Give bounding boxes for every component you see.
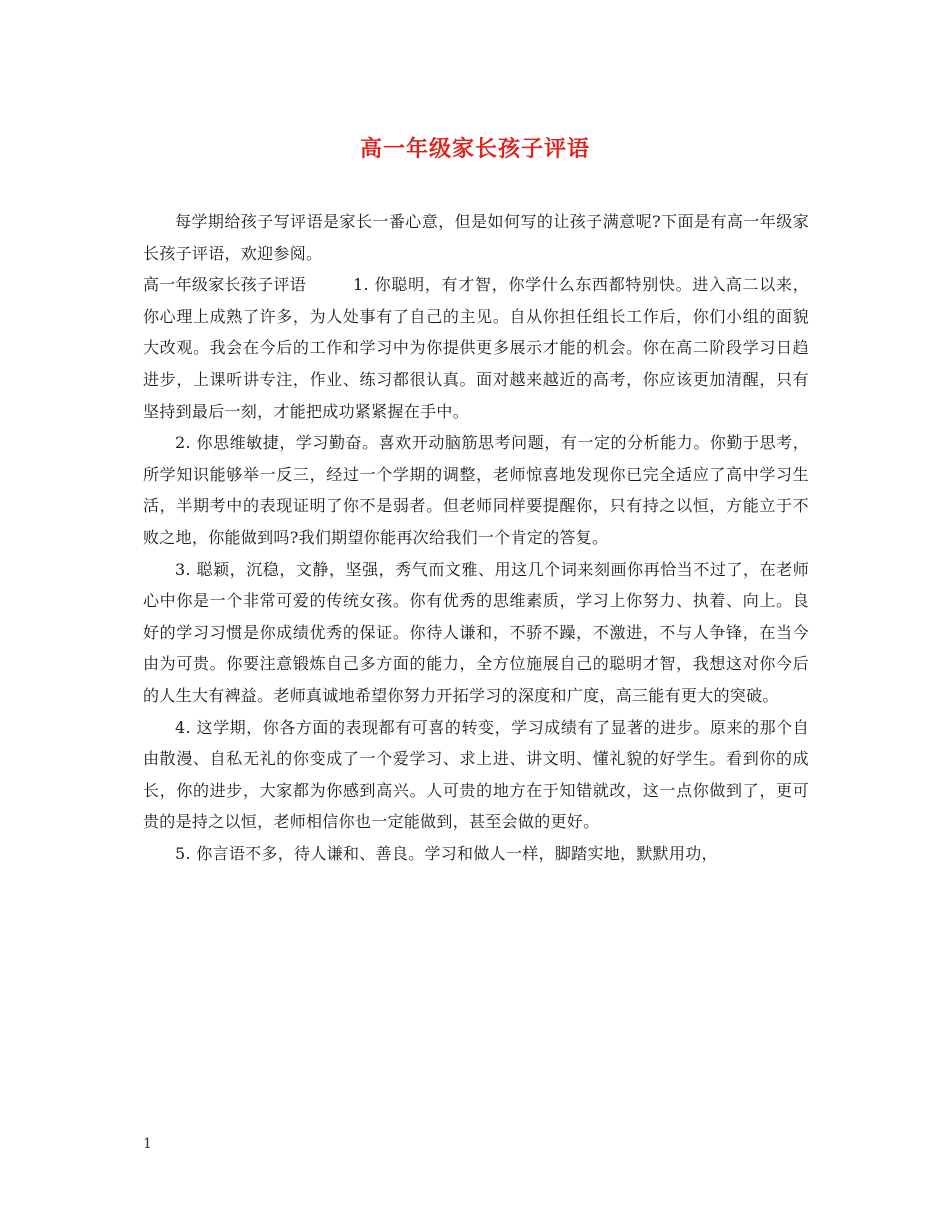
section-label: 高一年级家长孩子评语	[143, 275, 307, 295]
paragraph-3: 3. 聪颖，沉稳，文静，坚强，秀气而文雅、用这几个词来刻画你再恰当不过了，在老师心中你是一个非常可爱的传统女孩。你有优秀的思维素质，学习上你努力、执着、向上。良好的学习习惯是你成绩优秀的保证。你待人谦和，不骄不躁，不激进，不与人争锋，在当今由为可贵。你要注意锻炼自己多方面的能力，全方位施展自己的聪明才智，我想这对你今后的人生大有裨益。老师真诚地希望你努力开拓学习的深度和广度，高三能有更大的突破。	[143, 559, 809, 705]
paragraph-4: 4. 这学期，你各方面的表现都有可喜的转变，学习成绩有了显著的进步。原来的那个自由散漫、自私无礼的你变成了一个爱学习、求上进、讲文明、懂礼貌的好学生。看到你的成长，你的进步，大家都为你感到高兴。人可贵的地方在于知错就改，这一点你做到了，更可贵的是持之以恒，老师相信你也一定能做到，甚至会做的更好。	[143, 717, 809, 832]
paragraph-2: 2. 你思维敏捷，学习勤奋。喜欢开动脑筋思考问题，有一定的分析能力。你勤于思考，所学知识能够举一反三，经过一个学期的调整，老师惊喜地发现你已完全适应了高中学习生活，半期考中的表现证明了你不是弱者。但老师同样要提醒你，只有持之以恒，方能立于不败之地，你能做到吗?我们期望你能再次给我们一个肯定的答复。	[143, 433, 809, 547]
document-body	[143, 206, 809, 869]
paragraph-5: 5. 你言语不多，待人谦和、善良。学习和做人一样，脚踏实地，默默用功，	[175, 843, 718, 863]
page-number: 1	[143, 1136, 152, 1152]
paragraph-1-text: 1. 你聪明，有才智，你学什么东西都特别快。进入高二以来，你心理上成熟了许多，为人处事有了自己的主见。自从你担任组长工作后，你们小组的面貌大改观。我会在今后的工作和学习中为你提供更多展示才能的机会。你在高二阶段学习日趋进步，上课听讲专注，作业、练习都很认真。面对越来越近的高考，你应该更加清醒，只有坚持到最后一刻，才能把成功紧紧握在手中。	[143, 275, 809, 421]
paragraph-1	[143, 269, 809, 427]
intro-paragraph: 每学期给孩子写评语是家长一番心意，但是如何写的让孩子满意呢?下面是有高一年级家长孩子评语，欢迎参阅。	[143, 212, 809, 263]
document-title: 高一年级家长孩子评语	[359, 136, 590, 162]
